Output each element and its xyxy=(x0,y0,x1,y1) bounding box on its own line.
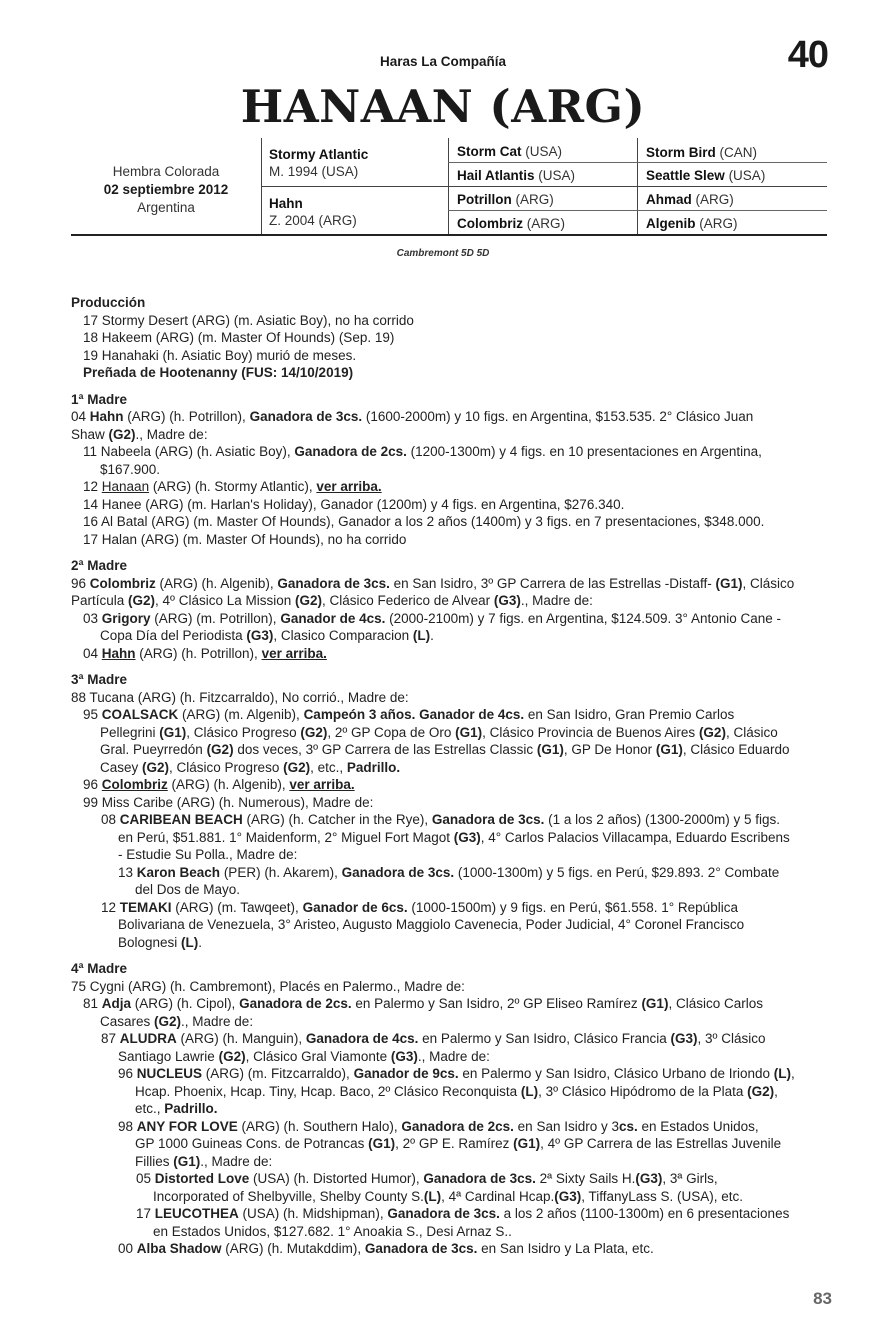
catalog-body: Producción 17 Stormy Desert (ARG) (m. Asiatic Boy), no ha corrido 18 Hakeem (ARG) (m. Master Of Hounds) (Sep. 19) 19 Hanahaki (h. Asiatic Boy) murió de meses. Preñada de Hootenanny (FUS: 14/10/2019) 1ª Madre 04 Hahn (ARG) (h. Potrillon), Ganadora de 3cs. (1600-2000m) y 10 figs. en Argentina, $153.535. 2° Clásico Juan Shaw (G2)., Madre de: 11 Nabeela (ARG) (h. Asiatic Boy), Ganadora de 2cs. (1200-1300m) y 4 figs. en 10 presentaciones en Argentina, $167.900. 12 Hanaan (ARG) (h. Stormy Atlantic), ver arriba. 14 Hanee (ARG) (m. Harlan's Holiday), Ganador (1200m) y 4 figs. en Argentina, $276.340. 16 Al Batal (ARG) (m. Master Of Hounds), Ganador a los 2 años (1400m) y 3 figs. en 7 presentaciones, $348.000. 17 Halan (ARG) (m. Master Of Hounds), no ha corrido 2ª Madre 96 Colombriz (ARG) (h. Algenib), Ganadora de 3cs. en San Isidro, 3º GP Carrera de las Estrellas -Distaff- (G1), Clásico Partícula (G2), 4º Clásico La Mission (G2), Clásico Federico de Alvear (G3)., Madre de: 03 Grigory (ARG) (m. Potrillon), Ganador de 4cs. (2000-2100m) y 7 figs. en Argentina, $124.509. 3° Antonio Cane - Copa Día del Periodista (G3), Clasico Comparacion (L). 04 Hahn (ARG) (h. Potrillon), ver arriba. 3ª Madre 88 Tucana (ARG) (h. Fitzcarraldo), No corrió., Madre de: 95 COALSACK (ARG) (m. Algenib), Campeón 3 años. Ganador de 4cs. en San Isidro, Gran Premio Carlos Pellegrini (G1), Clásico Progreso (G2), 2º GP Copa de Oro (G1), Clásico Provincia de Buenos Aires (G2), Clásico Gral. Pueyrredón (G2) dos veces, 3º GP Carrera de las Estrellas Classic (G1), GP De Honor (G1), Clásico Eduardo Casey (G2), Clásico Progreso (G2), etc., Padrillo. 96 Colombriz (ARG) (h. Algenib), ver arriba. 99 Miss Caribe (ARG) (h. Numerous), Madre de: 08 CARIBEAN BEACH (ARG) (h. Catcher in the Rye), Ganadora de 3cs. (1 a los 2 años) (1300-2000m) y 5 figs. en Perú, $51.881. 1° Maidenform, 2° Miguel Fort Magot (G3), 4° Carlos Palacios Villacampa, Eduardo Escribens - Estudie Su Polla., Madre de: 13 Karon Beach (PER) (h. Akarem), Ganadora de 3cs. (1000-1300m) y 5 figs. en Perú, $29.893. 2° Combate del Dos de Mayo. 12 TEMAKI (ARG) (m. Tawqeet), Ganador de 6cs. (1000-1500m) y 9 figs. en Perú, $61.558. 1° República Bolivariana de Venezuela, 3° Aristeo, Augusto Maggiolo Cavenecia, Poder Judicial, 4° Coronel Francisco Bolognesi (L). 4ª Madre 75 Cygni (ARG) (h. Cambremont), Placés en Palermo., Madre de: 81 Adja (ARG) (h. Cipol), Ganadora de 2cs. en Palermo y San Isidro, 2º GP Eliseo Ramírez (G1), Clásico Carlos Casares (G2)., Madre de: 87 ALUDRA (ARG) (h. Manguin), Ganadora de 4cs. en Palermo y San Isidro, Clásico Francia (G3), 3º Clásico Santiago Lawrie (G2), Clásico Gral Viamonte (G3)., Madre de: 96 NUCLEUS (ARG) (m. Fitzcarraldo), Ganador de 9cs. en Palermo y San Isidro, Clásico Urbano de Iriondo (L), Hcap. Phoenix, Hcap. Tiny, Hcap. Baco, 2º Clásico Reconquista (L), 3º Clásico Hipódromo de la Plata (G2), etc., Padrillo. 98 ANY FOR LOVE (ARG) (h. Southern Halo), Ganadora de 2cs. en San Isidro y 3cs. en Estados Unidos, GP 1000 Guineas Cons. de Potrancas (G1), 2º GP E. Ramírez (G1), 4º GP Carrera de las Estrellas Juvenile Fillies (G1)., Madre de: 05 Distorted Love (USA) (h. Distorted Humor), Ganadora de 3cs. 2ª Sixty Sails H.(G3), 3ª Girls, Incorporated of Shelbyville, Shelby County S.(L), 4ª Cardinal Hcap.(G3), TiffanyLass S. (USA), etc. 17 LEUCOTHEA (USA) (h. Midshipman), Ganadora de 3cs. a los 2 años (1100-1300m) en 6 presentaciones en Estados Unidos, $127.682. 1° Anoakia S., Desi Arnaz S.. 00 Alba Shadow (ARG) (h. Mutakddim), Ganadora de 3cs. en San Isidro y La Plata, etc. xyxy=(71,294,831,1258)
birth-date: 02 septiembre 2012 xyxy=(103,182,229,197)
stud-name: Haras La Compañía xyxy=(379,54,507,69)
section-madre-4: 4ª Madre xyxy=(71,961,128,976)
entry-grigory: 03 Grigory (ARG) (m. Potrillon), Ganador de 4cs. (2000-2100m) y 7 figs. en Argentina, $124.509. 3° Antonio Cane - xyxy=(83,610,782,626)
section-madre-1: 1ª Madre xyxy=(71,391,128,407)
entry-adja: 81 Adja (ARG) (h. Cipol), Ganadora de 2cs. en Palermo y San Isidro, 2º GP Eliseo Ramírez (G1), Clásico Carlos xyxy=(83,996,763,1011)
ancestor-2: Seattle Slew (USA) xyxy=(646,168,766,183)
produce-line: Preñada de Hootenanny (FUS: 14/10/2019) xyxy=(83,365,354,380)
entry-temaki: 12 TEMAKI (ARG) (m. Tawqeet), Ganador de 6cs. (1000-1500m) y 9 figs. en Perú, $61.558. 1° República xyxy=(101,899,738,915)
produce-line: 19 Hanahaki (h. Asiatic Boy) murió de meses. xyxy=(83,347,357,363)
sex-color: Hembra Colorada xyxy=(112,164,220,179)
entry-alba-shadow: 00 Alba Shadow (ARG) (h. Mutakddim), Ganadora de 3cs. en San Isidro y La Plata, etc. xyxy=(118,1241,654,1256)
entry-coalsack: 95 COALSACK (ARG) (m. Algenib), Campeón 3 años. Ganador de 4cs. en San Isidro, Gran Premio Carlos xyxy=(83,707,735,722)
entry-aludra: 87 ALUDRA (ARG) (h. Manguin), Ganadora de 4cs. en Palermo y San Isidro, Clásico Francia (G3), 3º Clásico xyxy=(101,1031,766,1046)
grandsire-4: Colombriz (ARG) xyxy=(457,216,566,231)
ancestor-4: Algenib (ARG) xyxy=(646,216,738,231)
section-produccion: Producción xyxy=(71,295,146,310)
entry-nucleus: 96 NUCLEUS (ARG) (m. Fitzcarraldo), Ganador de 9cs. en Palermo y San Isidro, Clásico Urbano de Iriondo (L), xyxy=(118,1066,795,1081)
grandsire-1: Storm Cat (USA) xyxy=(457,144,563,159)
section-madre-3: 3ª Madre xyxy=(71,672,128,687)
sire: Stormy Atlantic M. 1994 (USA) xyxy=(269,147,369,179)
ancestor-3: Ahmad (ARG) xyxy=(646,192,734,207)
entry-hanee: 14 Hanee (ARG) (m. Harlan's Holiday), Ganador (1200m) y 4 figs. en Argentina, $276.340. xyxy=(83,496,625,512)
lot-number: 40 xyxy=(787,34,828,76)
entry-al-batal: 16 Al Batal (ARG) (m. Master Of Hounds), Ganador a los 2 años (1400m) y 3 figs. en 7 presentaciones, $348.000. xyxy=(83,514,765,529)
ancestor-1: Storm Bird (CAN) xyxy=(646,145,758,160)
entry-cygni: 75 Cygni (ARG) (h. Cambremont), Placés en Palermo., Madre de: xyxy=(71,978,465,994)
dam: Hahn Z. 2004 (ARG) xyxy=(269,196,357,228)
entry-leucothea: 17 LEUCOTHEA (USA) (h. Midshipman), Ganadora de 3cs. a los 2 años (1100-1300m) en 6 presentaciones xyxy=(136,1206,790,1221)
entry-hahn-ref: 04 Hahn (ARG) (h. Potrillon), ver arriba. xyxy=(83,645,327,661)
inbreeding: Cambremont 5D 5D xyxy=(396,248,490,259)
grandsire-2: Hail Atlantis (USA) xyxy=(457,168,576,183)
entry-miss-caribe: 99 Miss Caribe (ARG) (h. Numerous), Madre de: xyxy=(83,794,374,810)
entry-colombriz-ref: 96 Colombriz (ARG) (h. Algenib), ver arriba. xyxy=(83,777,355,792)
pedigree-table xyxy=(71,138,827,236)
entry-hanaan: 12 Hanaan (ARG) (h. Stormy Atlantic), ver arriba. xyxy=(83,479,382,494)
entry-nabeela: 11 Nabeela (ARG) (h. Asiatic Boy), Ganadora de 2cs. (1200-1300m) y 4 figs. en 10 presentaciones en Argentina, xyxy=(83,444,762,459)
birth-country: Argentina xyxy=(137,200,195,215)
entry-distorted-love: 05 Distorted Love (USA) (h. Distorted Humor), Ganadora de 3cs. 2ª Sixty Sails H.(G3), 3ª Girls, xyxy=(136,1171,718,1186)
entry-tucana: 88 Tucana (ARG) (h. Fitzcarraldo), No corrió., Madre de: xyxy=(71,689,409,705)
grandsire-3: Potrillon (ARG) xyxy=(457,192,554,207)
entry-any-for-love: 98 ANY FOR LOVE (ARG) (h. Southern Halo), Ganadora de 2cs. en San Isidro y 3cs. en Estados Unidos, xyxy=(118,1118,759,1134)
entry-caribean-beach: 08 CARIBEAN BEACH (ARG) (h. Catcher in the Rye), Ganadora de 3cs. (1 a los 2 años) (1300-2000m) y 5 figs. xyxy=(101,812,781,827)
entry-halan: 17 Halan (ARG) (m. Master Of Hounds), no ha corrido xyxy=(83,531,407,547)
horse-info xyxy=(71,163,261,217)
produce-line: 17 Stormy Desert (ARG) (m. Asiatic Boy), no ha corrido xyxy=(83,312,414,328)
entry-colombriz: 96 Colombriz (ARG) (h. Algenib), Ganadora de 3cs. en San Isidro, 3º GP Carrera de las Estrellas -Distaff- (G1), Clásico xyxy=(71,575,795,591)
entry-hahn: 04 Hahn (ARG) (h. Potrillon), Ganadora de 3cs. (1600-2000m) y 10 figs. en Argentina, $153.535. 2° Clásico Juan xyxy=(71,409,754,424)
page-number: 83 xyxy=(813,1289,832,1308)
horse-name: HANAAN (ARG) xyxy=(240,80,646,133)
produce-line: 18 Hakeem (ARG) (m. Master Of Hounds) (Sep. 19) xyxy=(83,330,395,345)
entry-karon-beach: 13 Karon Beach (PER) (h. Akarem), Ganadora de 3cs. (1000-1300m) y 5 figs. en Perú, $29.893. 2° Combate xyxy=(118,864,780,880)
section-madre-2: 2ª Madre xyxy=(71,558,128,573)
